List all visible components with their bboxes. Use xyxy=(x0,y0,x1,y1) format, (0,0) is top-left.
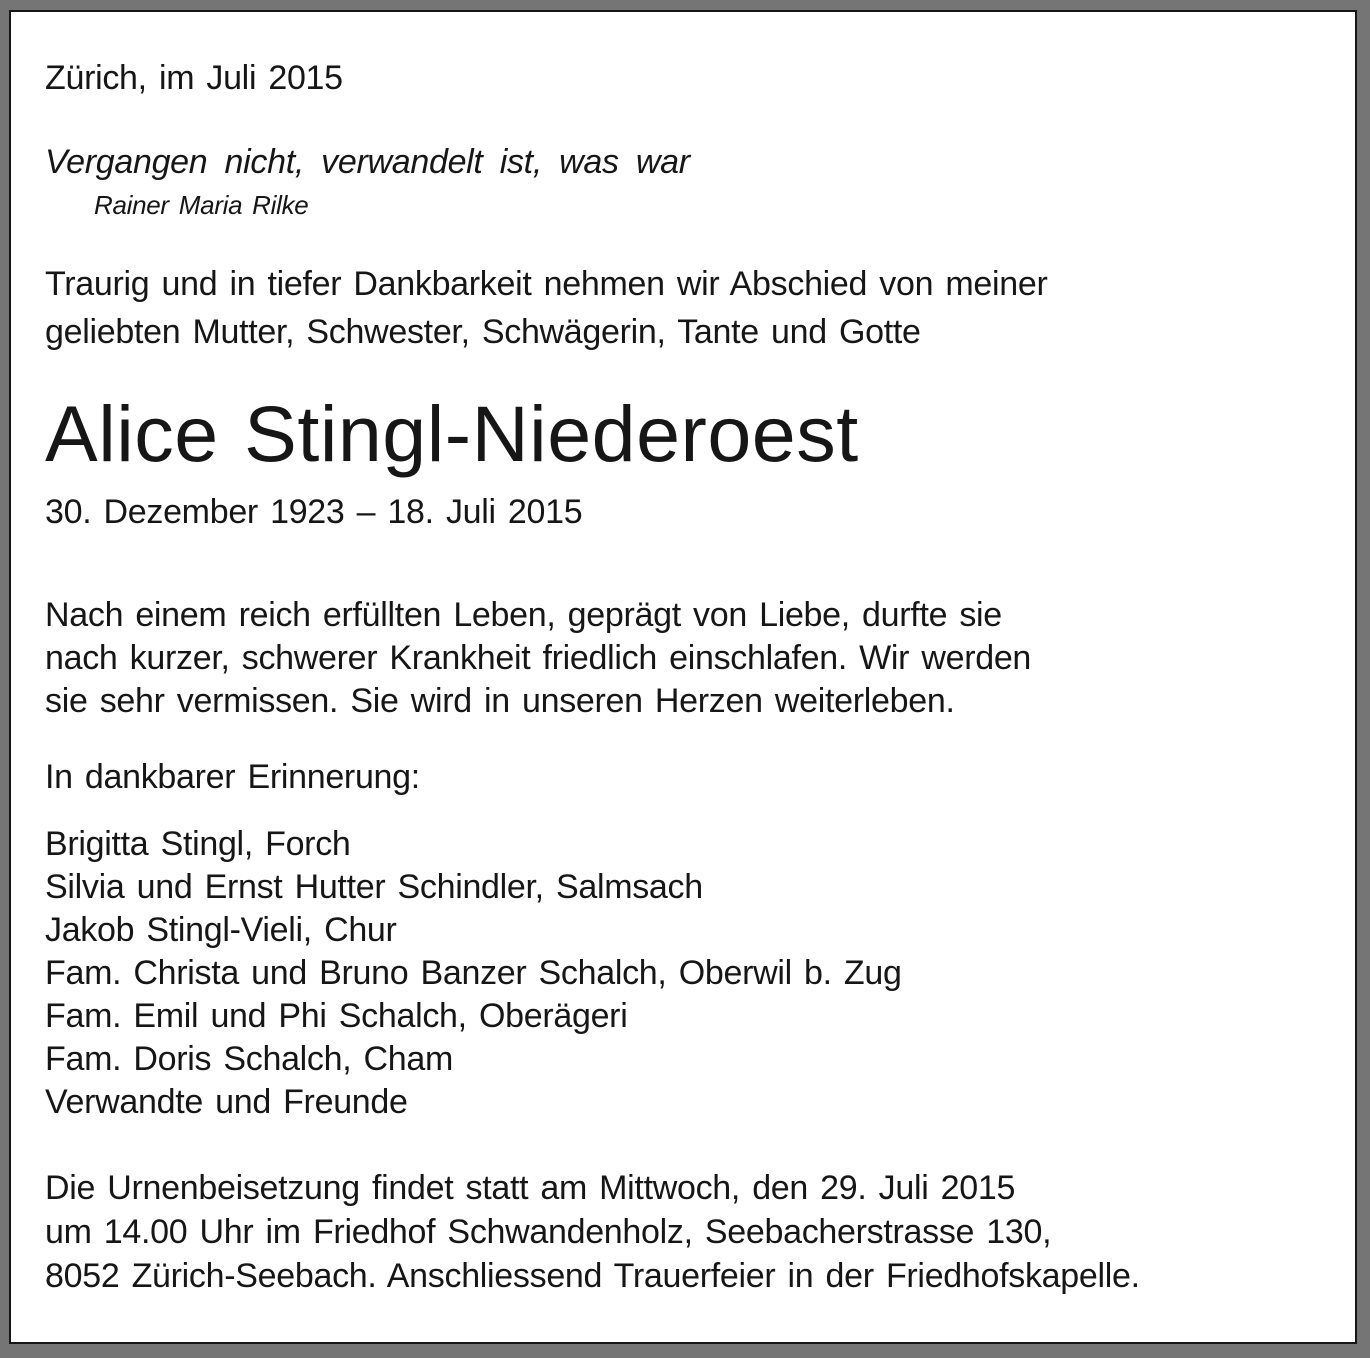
eulogy-line: nach kurzer, schwerer Krankheit friedlich einschlafen. Wir werden xyxy=(45,639,1032,677)
intro-paragraph xyxy=(45,260,1331,356)
intro-line: Traurig und in tiefer Dankbarkeit nehmen wir Abschied von meiner xyxy=(45,265,1048,303)
eulogy-line: Nach einem reich erfüllten Leben, geprägt von Liebe, durfte sie xyxy=(45,596,1002,634)
funeral-line: um 14.00 Uhr im Friedhof Schwandenholz, Seebacherstrasse 130, xyxy=(45,1213,1052,1251)
mourner-line: Jakob Stingl-Vieli, Chur xyxy=(45,911,397,949)
mourner-line: Fam. Emil und Phi Schalch, Oberägeri xyxy=(45,997,628,1035)
obituary-content xyxy=(11,12,1355,1298)
obituary-sheet xyxy=(9,10,1357,1344)
mourner-line: Brigitta Stingl, Forch xyxy=(45,825,351,863)
lifespan-dates: 30. Dezember 1923 – 18. Juli 2015 xyxy=(45,493,583,531)
mourner-line: Verwandte und Freunde xyxy=(45,1083,408,1121)
quote-text: Vergangen nicht, verwandelt ist, was war xyxy=(45,143,690,181)
mourner-line: Fam. Christa und Bruno Banzer Schalch, Oberwil b. Zug xyxy=(45,954,902,992)
deceased-name: Alice Stingl-Niederoest xyxy=(45,389,859,478)
remembrance-heading: In dankbarer Erinnerung: xyxy=(45,758,420,796)
dateline: Zürich, im Juli 2015 xyxy=(45,59,343,97)
eulogy-paragraph xyxy=(45,594,1331,723)
funeral-details xyxy=(45,1166,1331,1298)
funeral-line: 8052 Zürich-Seebach. Anschliessend Trauerfeier in der Friedhofskapelle. xyxy=(45,1257,1140,1295)
quote-attribution: Rainer Maria Rilke xyxy=(94,190,309,220)
mourner-line: Silvia und Ernst Hutter Schindler, Salmsach xyxy=(45,868,703,906)
eulogy-line: sie sehr vermissen. Sie wird in unseren Herzen weiterleben. xyxy=(45,682,955,720)
mourners-list xyxy=(45,823,1331,1124)
quote-block xyxy=(45,140,1331,222)
funeral-line: Die Urnenbeisetzung findet statt am Mittwoch, den 29. Juli 2015 xyxy=(45,1169,1016,1207)
mourner-line: Fam. Doris Schalch, Cham xyxy=(45,1040,454,1078)
intro-line: geliebten Mutter, Schwester, Schwägerin, Tante und Gotte xyxy=(45,313,921,351)
